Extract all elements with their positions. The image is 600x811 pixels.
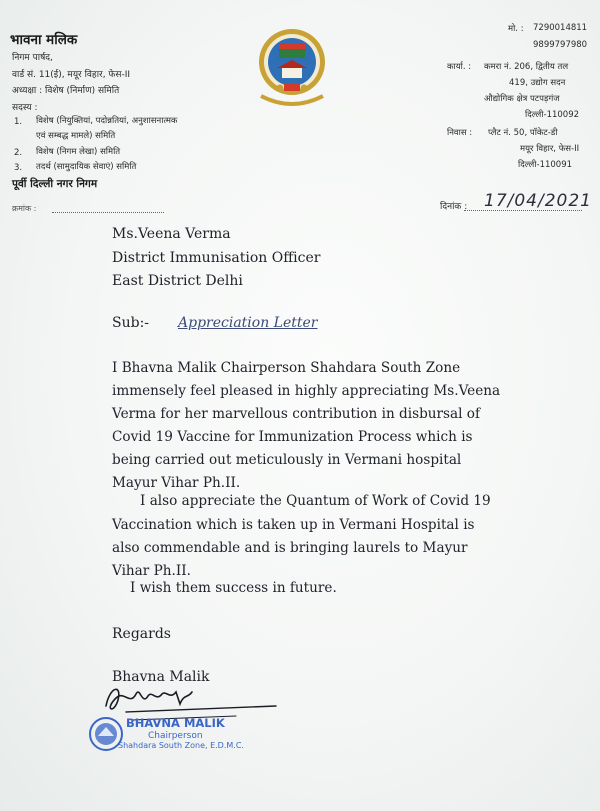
recipient-place: East District Delhi xyxy=(112,273,243,289)
membership-number: 2. xyxy=(14,148,23,158)
membership-item: विशेष (नियुक्तियां, पदोन्नतियां, अनुशासनात्मक xyxy=(36,116,178,126)
body-line: also commendable and is bringing laurels to Mayur xyxy=(112,540,468,556)
stamp-title: Chairperson xyxy=(148,731,203,741)
residence-label: निवास : xyxy=(447,128,473,138)
sender-designation: निगम पार्षद, xyxy=(12,53,53,63)
residence-address-line: दिल्ली-110091 xyxy=(518,160,573,170)
corporation-emblem-icon xyxy=(255,26,329,112)
body-line: Mayur Vihar Ph.II. xyxy=(112,475,241,491)
membership-number: 1. xyxy=(14,117,23,127)
body-line: Covid 19 Vaccine for Immunization Process which is xyxy=(112,429,473,445)
subject-text: Appreciation Letter xyxy=(178,315,318,331)
mobile-number-2: 9899797980 xyxy=(533,40,588,50)
sender-name-hindi: भावना मलिक xyxy=(10,32,78,48)
membership-number: 3. xyxy=(14,163,23,173)
office-address-line: दिल्ली-110092 xyxy=(525,110,580,120)
office-label: कार्या. : xyxy=(447,62,472,72)
date-label: दिनांक : xyxy=(440,202,468,212)
date-value: 17/04/2021 xyxy=(484,191,592,211)
office-address-line: 419, उद्योग सदन xyxy=(509,78,566,88)
mobile-label: मो. : xyxy=(508,24,524,34)
sender-ward: वार्ड सं. 11(ई), मयूर विहार, फेस-II xyxy=(12,70,131,80)
body-line: Vaccination which is taken up in Vermani Hospital is xyxy=(112,517,475,533)
recipient-name: Ms.Veena Verma xyxy=(112,226,231,242)
stamp-zone: Shahdara South Zone, E.D.M.C. xyxy=(118,741,244,750)
body-line: I Bhavna Malik Chairperson Shahdara South Zone xyxy=(112,360,461,376)
mobile-number-1: 7290014811 xyxy=(533,23,588,33)
subject-label: Sub:- xyxy=(112,315,150,331)
body-line: I also appreciate the Quantum of Work of Covid 19 xyxy=(140,493,491,509)
body-line: being carried out meticulously in Vermani hospital xyxy=(112,452,462,468)
recipient-title: District Immunisation Officer xyxy=(112,250,321,266)
office-address-line: औद्योगिक क्षेत्र पटपड़गंज xyxy=(484,94,560,104)
membership-item: तदर्थ (सामुदायिक सेवाएं) समिति xyxy=(36,162,137,172)
membership-item-cont: एवं सम्बद्ध मामले) समिति xyxy=(36,131,116,141)
signatory-name: Bhavna Malik xyxy=(112,669,210,685)
residence-address-line: प्लैट नं. 50, पॉकेट-डी xyxy=(488,128,558,138)
reference-label: क्रमांक : xyxy=(12,204,37,213)
reference-line xyxy=(52,212,164,213)
body-line: I wish them success in future. xyxy=(130,580,337,596)
body-line: immensely feel pleased in highly appreciating Ms.Veena xyxy=(112,383,501,399)
membership-item: विशेष (निगम लेखा) समिति xyxy=(36,147,121,157)
members-label: सदस्य : xyxy=(12,103,38,113)
closing: Regards xyxy=(112,626,171,642)
residence-address-line: मयूर विहार, फेस-II xyxy=(520,144,580,154)
organisation-name: पूर्वी दिल्ली नगर निगम xyxy=(12,178,98,190)
body-line: Verma for her marvellous contribution in disbursal of xyxy=(112,406,480,422)
stamp-name: BHAVNA MALIK xyxy=(126,716,225,730)
body-line: Vihar Ph.II. xyxy=(112,563,191,579)
office-address-line: कमरा नं. 206, द्वितीय तल xyxy=(484,62,569,72)
sender-chair-role: अध्यक्षा : विशेष (निर्माण) समिति xyxy=(12,86,120,96)
